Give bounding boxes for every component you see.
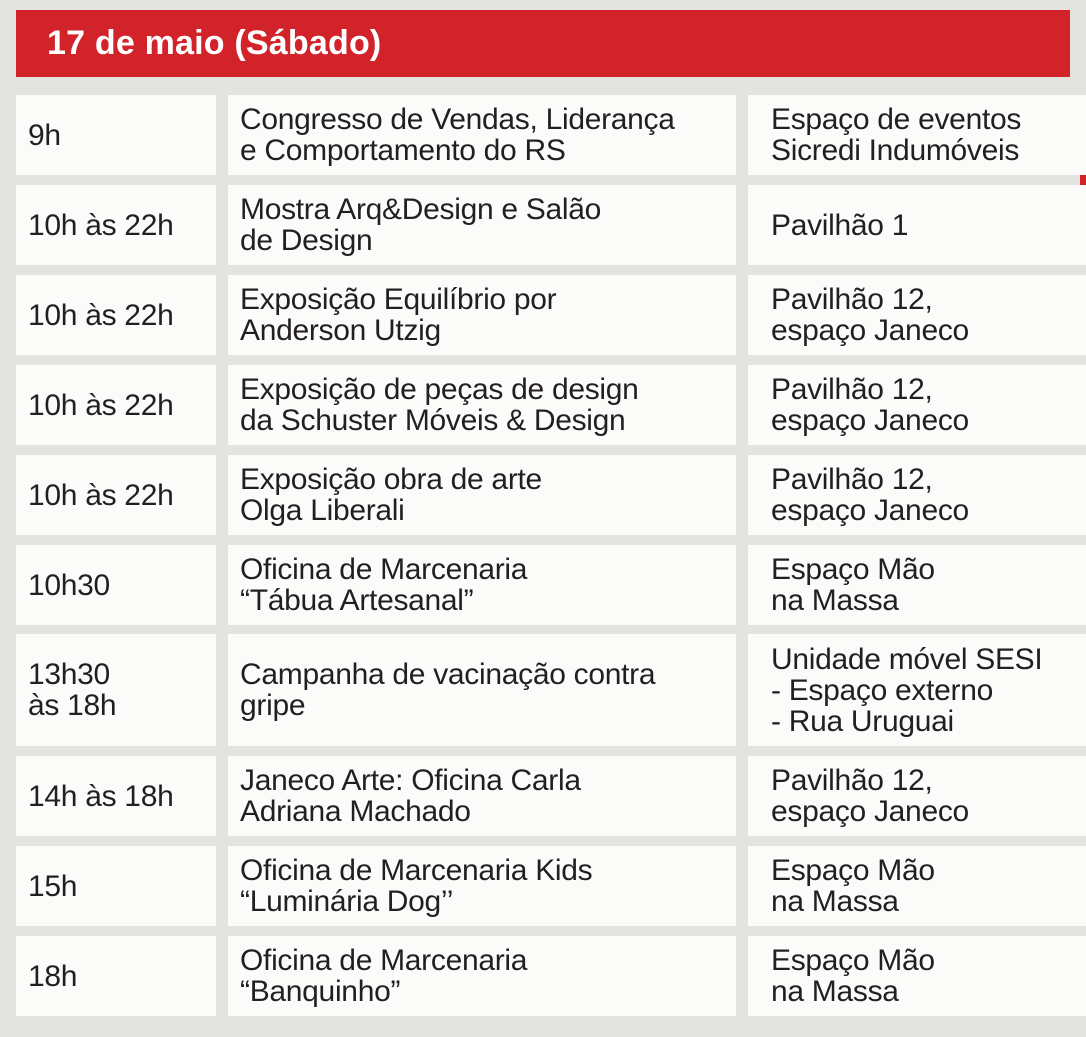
schedule-header — [16, 10, 1070, 77]
time-cell — [16, 185, 216, 265]
event-cell-text: Janeco Arte: Oficina Carla — [240, 764, 581, 797]
time-cell-text: 9h — [28, 118, 61, 152]
time-cell-text: 10h às 22h — [28, 298, 174, 332]
time-cell — [16, 936, 216, 1016]
location-cell-text: Unidade móvel SESI — [771, 642, 1043, 676]
schedule-row — [16, 846, 1086, 926]
time-cell — [16, 756, 216, 836]
location-cell — [748, 455, 1086, 535]
time-cell-text: 18h — [28, 959, 78, 993]
event-cell — [228, 455, 736, 535]
location-cell-text: - Rua Uruguai — [771, 704, 954, 738]
event-cell — [228, 275, 736, 355]
schedule-title: 17 de maio (Sábado) — [47, 24, 382, 62]
event-cell-text: Exposição de peças de design — [240, 373, 639, 406]
location-cell-text: Pavilhão 12, — [771, 463, 933, 496]
event-cell — [228, 846, 736, 926]
time-cell-text: 15h — [28, 869, 78, 903]
schedule-row — [16, 365, 1086, 445]
location-cell — [748, 846, 1086, 926]
event-cell-text: Campanha de vacinação contra — [240, 658, 656, 691]
schedule-row — [16, 185, 1086, 265]
schedule-row — [16, 756, 1086, 836]
location-cell-text: Pavilhão 12, — [771, 283, 933, 316]
event-cell-text: Mostra Arq&Design e Salão — [240, 193, 602, 226]
event-cell-text: Oficina de Marcenaria Kids — [240, 854, 593, 887]
event-cell-text: Anderson Utzig — [240, 314, 441, 347]
schedule-row — [16, 455, 1086, 535]
event-cell-text: Exposição Equilíbrio por — [240, 283, 557, 316]
location-cell-text: na Massa — [771, 885, 899, 918]
location-cell-text: espaço Janeco — [771, 494, 969, 527]
time-cell-text: 10h às 22h — [28, 208, 174, 242]
time-cell — [16, 846, 216, 926]
event-cell — [228, 756, 736, 836]
location-cell-text: espaço Janeco — [771, 795, 969, 828]
location-cell-text: - Espaço externo — [771, 673, 993, 707]
event-cell — [228, 95, 736, 175]
event-cell — [228, 545, 736, 625]
schedule-row — [16, 275, 1086, 355]
location-cell-text: Sicredi Indumóveis — [771, 134, 1020, 167]
location-cell-text: Espaço de eventos — [771, 103, 1022, 136]
event-cell-text: “Banquinho” — [240, 975, 401, 1008]
location-cell — [748, 936, 1086, 1016]
location-cell-text: na Massa — [771, 975, 899, 1008]
time-cell-text: 14h às 18h — [28, 779, 174, 813]
location-cell — [748, 185, 1086, 265]
location-cell-text: Pavilhão 1 — [771, 208, 909, 242]
location-cell-text: espaço Janeco — [771, 314, 969, 347]
location-cell — [748, 756, 1086, 836]
time-cell — [16, 275, 216, 355]
location-cell — [748, 545, 1086, 625]
time-cell — [16, 95, 216, 175]
location-cell — [748, 365, 1086, 445]
schedule-row — [16, 936, 1086, 1016]
event-cell — [228, 634, 736, 746]
time-cell — [16, 634, 216, 746]
time-cell-text: às 18h — [28, 689, 117, 722]
location-cell-text: Pavilhão 12, — [771, 373, 933, 406]
event-cell — [228, 185, 736, 265]
event-cell-text: Oficina de Marcenaria — [240, 553, 528, 586]
event-cell-text: Oficina de Marcenaria — [240, 944, 528, 977]
time-cell — [16, 365, 216, 445]
location-cell-text: Espaço Mão — [771, 944, 935, 977]
location-cell-text: espaço Janeco — [771, 404, 969, 437]
event-cell-text: de Design — [240, 224, 373, 257]
location-cell-text: Espaço Mão — [771, 553, 935, 586]
time-cell — [16, 455, 216, 535]
time-cell — [16, 545, 216, 625]
event-cell — [228, 365, 736, 445]
event-cell-text: “Luminária Dog’’ — [240, 885, 454, 918]
event-cell-text: gripe — [240, 689, 306, 722]
event-cell-text: da Schuster Móveis & Design — [240, 404, 626, 437]
event-cell-text: Adriana Machado — [240, 795, 471, 828]
time-cell-text: 10h30 — [28, 568, 110, 602]
schedule-row — [16, 545, 1086, 625]
location-cell-text: Pavilhão 12, — [771, 764, 933, 797]
event-cell-text: Exposição obra de arte — [240, 463, 542, 496]
event-cell-text: Olga Liberali — [240, 494, 405, 527]
location-cell-text: na Massa — [771, 584, 899, 617]
location-cell-text: Espaço Mão — [771, 854, 935, 887]
time-cell-text: 10h às 22h — [28, 388, 174, 422]
time-cell-text: 13h30 — [28, 658, 110, 691]
schedule-row — [16, 95, 1086, 175]
event-cell-text: Congresso de Vendas, Liderança — [240, 103, 675, 136]
location-cell — [748, 95, 1086, 175]
event-cell-text: “Tábua Artesanal” — [240, 584, 474, 617]
time-cell-text: 10h às 22h — [28, 478, 174, 512]
event-cell-text: e Comportamento do RS — [240, 134, 566, 167]
location-cell — [748, 634, 1086, 746]
event-cell — [228, 936, 736, 1016]
schedule-row — [16, 634, 1086, 746]
location-cell — [748, 275, 1086, 355]
